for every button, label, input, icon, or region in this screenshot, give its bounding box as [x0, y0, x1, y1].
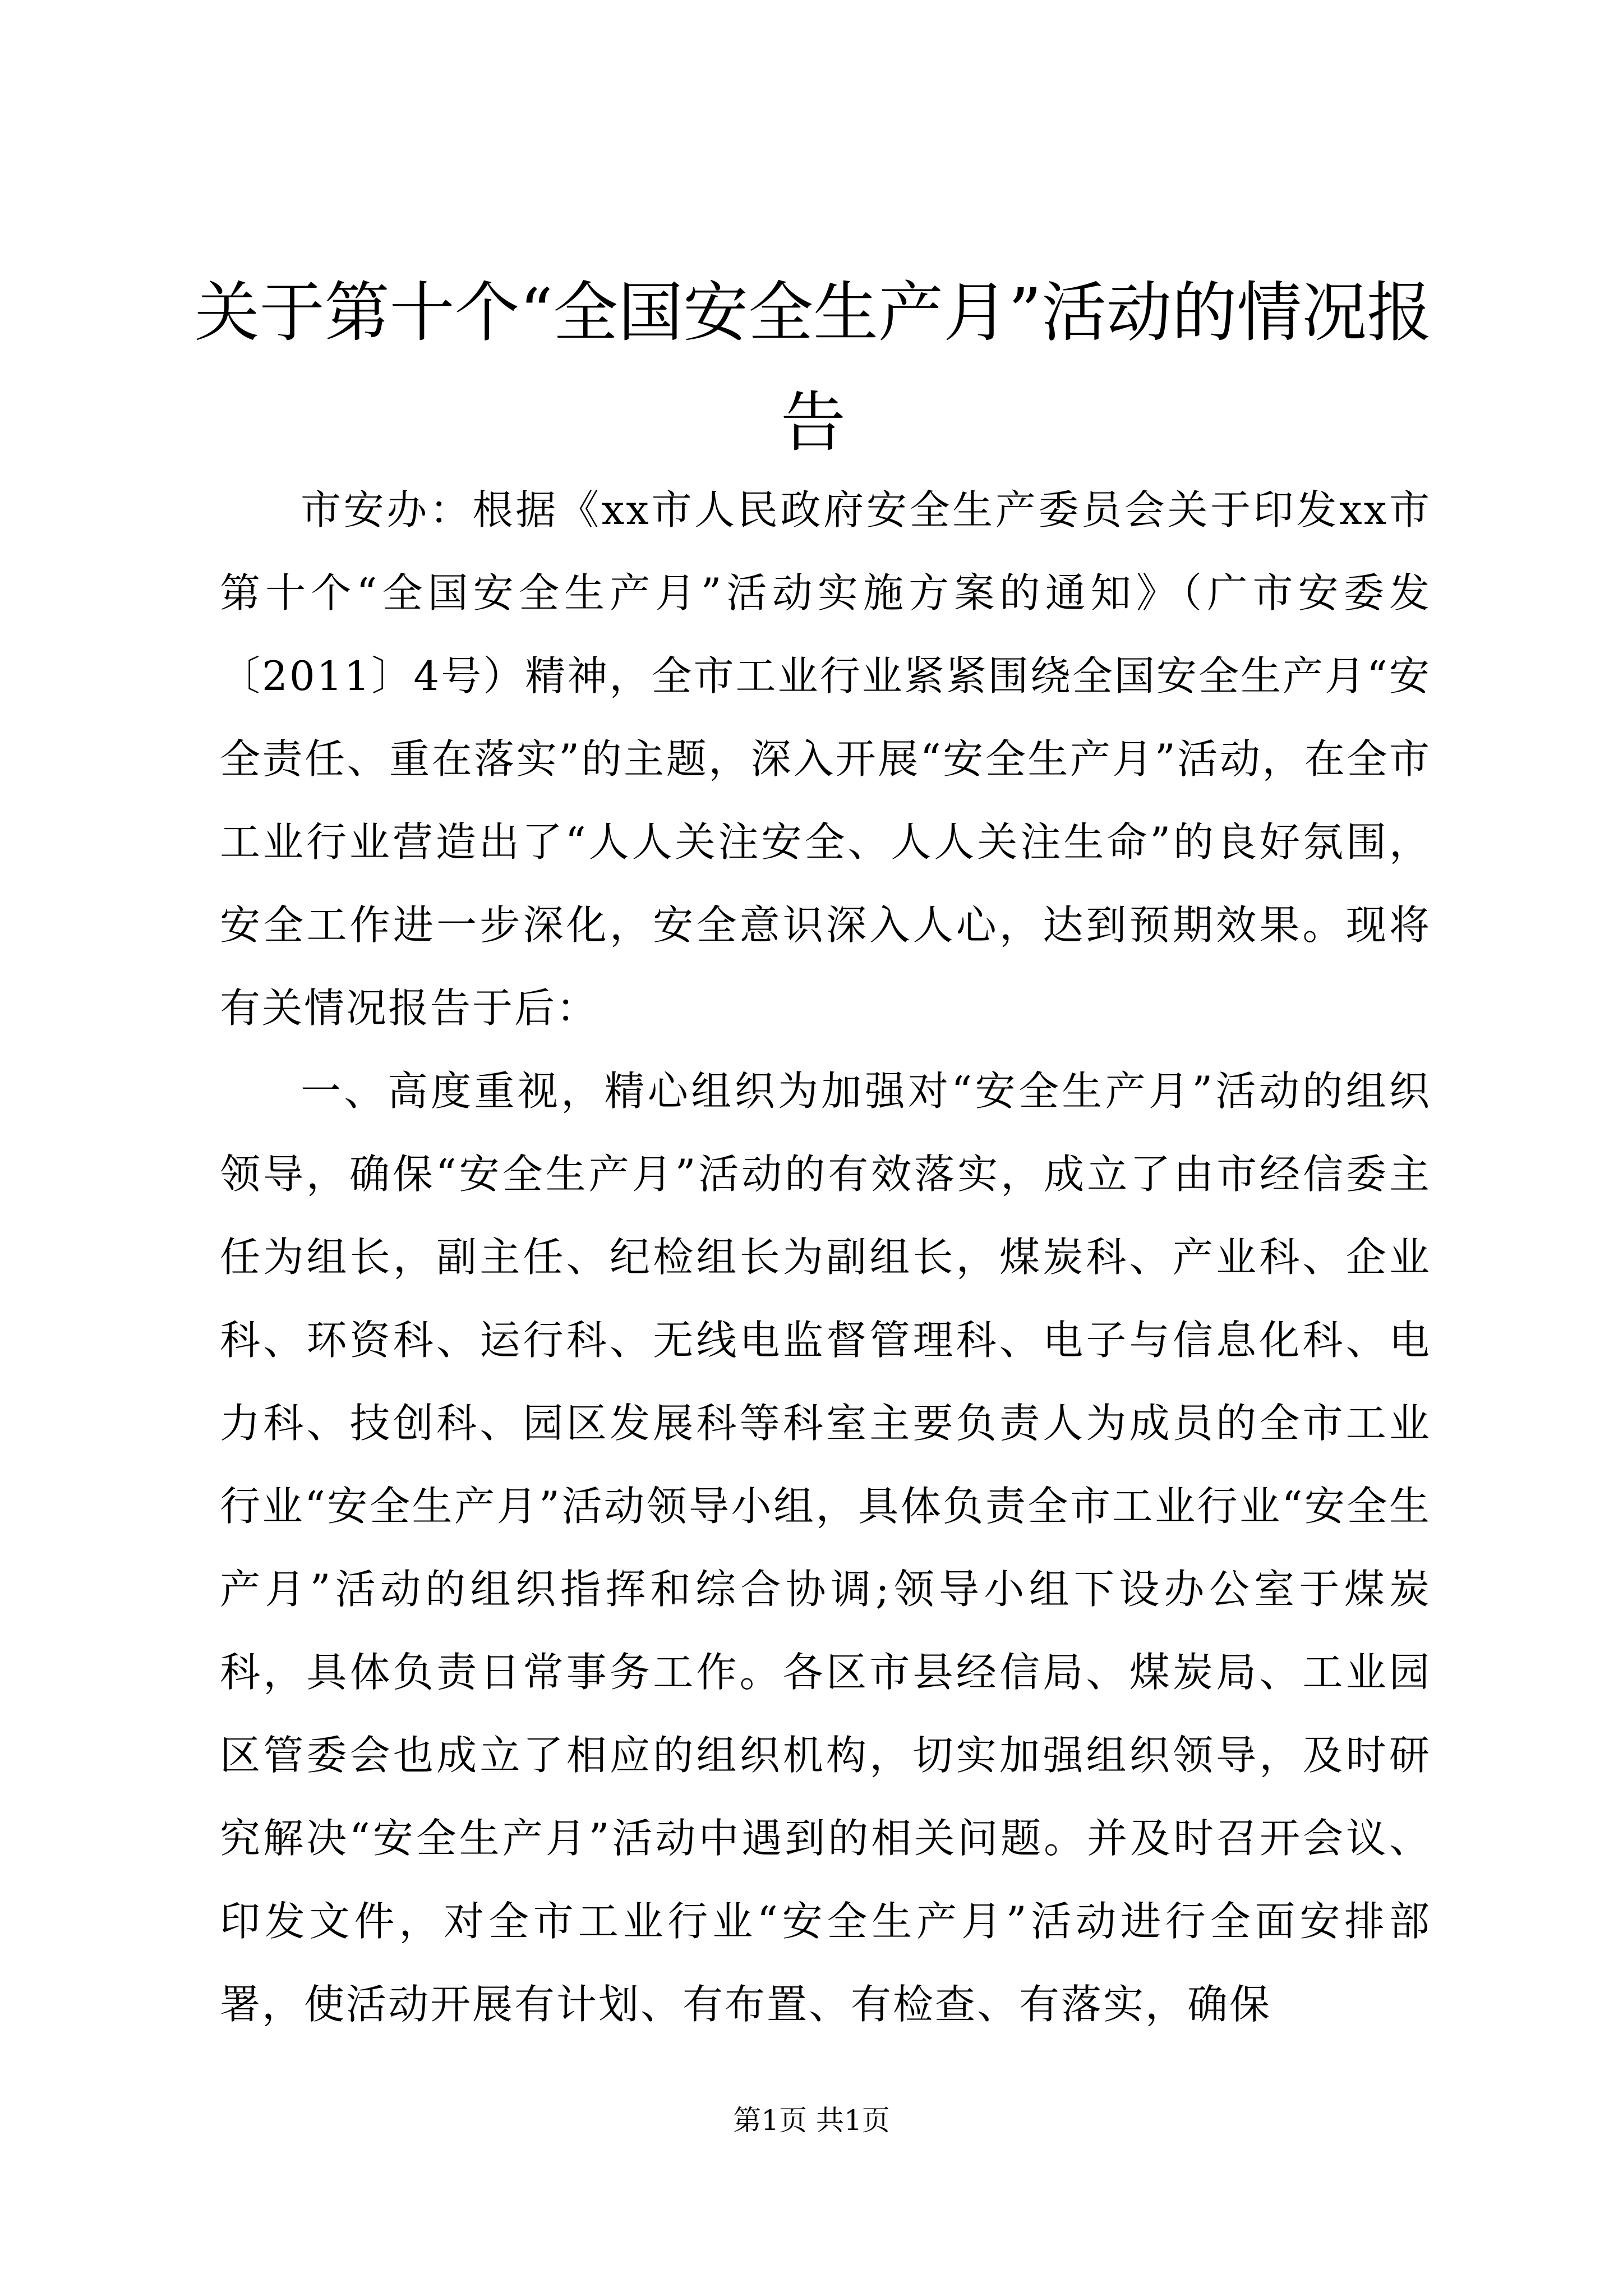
document-body — [220, 468, 1431, 2046]
document-title: 关于第十个“全国安全生产月”活动的情况报告 — [194, 275, 1432, 461]
paragraph-section-one: 一、高度重视，精心组织为加强对“安全生产月”活动的组织领导，确保“安全生产月”活动的有效落实，成立了由市经信委主任为组长，副主任、纪检组长为副组长，煤炭科、产业科、企业科、环资科、运行科、无线电监督管理科、电子与信息化科、电力科、技创科、园区发展科等科室主要负责人为成员的全市工业行业“安全生产月”活动领导小组，具体负责全市工业行业“安全生产月”活动的组织指挥和综合协调;领导小组下设办公室于煤炭科，具体负责日常事务工作。各区市县经信局、煤炭局、工业园区管委会也成立了相应的组织机构，切实加强组织领导，及时研究解决“安全生产月”活动中遇到的相关问题。并及时召开会议、印发文件，对全市工业行业“安全生产月”活动进行全面安排部署，使活动开展有计划、有布置、有检查、有落实，确保 — [220, 1068, 1431, 2028]
page-number-footer: 第1页 共1页 — [733, 2104, 890, 2137]
paragraph-intro: 市安办：根据《xx市人民政府安全生产委员会关于印发xx市第十个“全国安全生产月”活动实施方案的通知》（广市安委发〔2011〕4号）精神，全市工业行业紧紧围绕全国安全生产月“安全责任、重在落实”的主题，深入开展“安全生产月”活动，在全市工业行业营造出了“人人关注安全、人人关注生命”的良好氛围，安全工作进一步深化，安全意识深入人心，达到预期效果。现将有关情况报告于后： — [220, 486, 1431, 1032]
